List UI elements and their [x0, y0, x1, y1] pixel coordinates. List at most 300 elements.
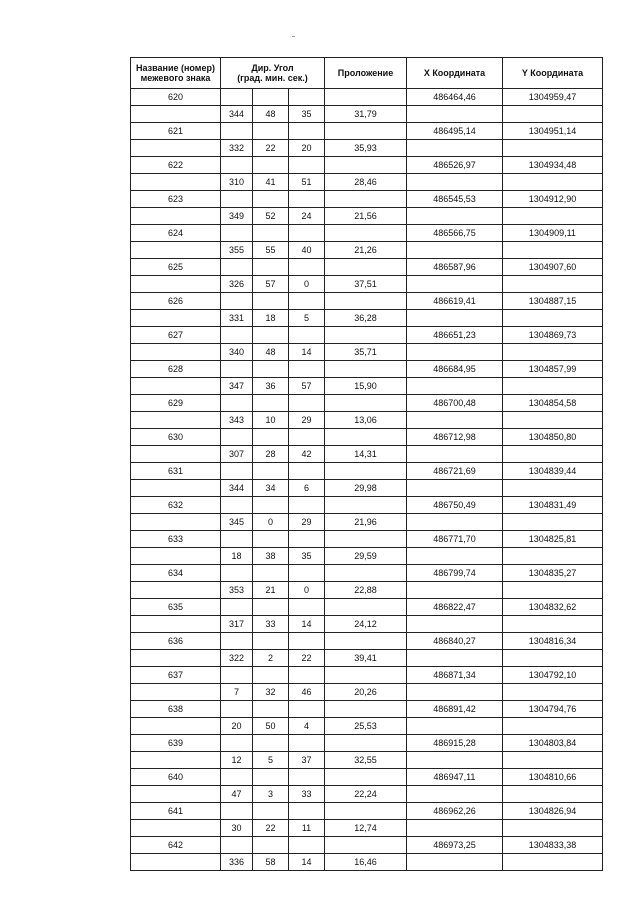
empty-cell	[407, 480, 503, 497]
angle-degrees: 344	[221, 480, 253, 497]
empty-cell	[221, 497, 253, 514]
empty-cell	[131, 174, 221, 191]
empty-cell	[325, 599, 407, 616]
empty-cell	[221, 225, 253, 242]
empty-cell	[131, 650, 221, 667]
x-coordinate: 486799,74	[407, 565, 503, 582]
segment-row	[131, 378, 603, 395]
empty-cell	[221, 837, 253, 854]
empty-cell	[503, 480, 603, 497]
empty-cell	[131, 412, 221, 429]
angle-degrees: 326	[221, 276, 253, 293]
empty-cell	[407, 718, 503, 735]
angle-minutes: 36	[253, 378, 289, 395]
angle-degrees: 355	[221, 242, 253, 259]
point-row	[131, 667, 603, 684]
angle-seconds: 22	[289, 650, 325, 667]
y-coordinate: 1304909,11	[503, 225, 603, 242]
empty-cell	[289, 531, 325, 548]
point-row	[131, 633, 603, 650]
empty-cell	[407, 310, 503, 327]
empty-cell	[253, 769, 289, 786]
empty-cell	[131, 378, 221, 395]
point-row	[131, 803, 603, 820]
empty-cell	[221, 191, 253, 208]
point-row	[131, 429, 603, 446]
empty-cell	[289, 123, 325, 140]
angle-degrees: 307	[221, 446, 253, 463]
point-row	[131, 599, 603, 616]
x-coordinate: 486947,11	[407, 769, 503, 786]
angle-seconds: 4	[289, 718, 325, 735]
empty-cell	[221, 667, 253, 684]
empty-cell	[407, 242, 503, 259]
header-angle-line2: (град. мин. сек.)	[237, 73, 308, 83]
empty-cell	[221, 89, 253, 106]
distance: 35,71	[325, 344, 407, 361]
segment-row	[131, 786, 603, 803]
segment-row	[131, 310, 603, 327]
distance: 21,96	[325, 514, 407, 531]
angle-degrees: 7	[221, 684, 253, 701]
empty-cell	[289, 429, 325, 446]
segment-row	[131, 582, 603, 599]
angle-seconds: 46	[289, 684, 325, 701]
empty-cell	[407, 854, 503, 871]
empty-cell	[407, 208, 503, 225]
empty-cell	[325, 395, 407, 412]
empty-cell	[407, 344, 503, 361]
empty-cell	[503, 752, 603, 769]
distance: 36,28	[325, 310, 407, 327]
x-coordinate: 486891,42	[407, 701, 503, 718]
empty-cell	[131, 820, 221, 837]
segment-row	[131, 242, 603, 259]
empty-cell	[253, 361, 289, 378]
y-coordinate: 1304803,84	[503, 735, 603, 752]
empty-cell	[253, 89, 289, 106]
x-coordinate: 486545,53	[407, 191, 503, 208]
angle-seconds: 37	[289, 752, 325, 769]
x-coordinate: 486871,34	[407, 667, 503, 684]
y-coordinate: 1304887,15	[503, 293, 603, 310]
segment-row	[131, 140, 603, 157]
empty-cell	[131, 140, 221, 157]
distance: 16,46	[325, 854, 407, 871]
point-name: 641	[131, 803, 221, 820]
point-row	[131, 157, 603, 174]
x-coordinate: 486526,97	[407, 157, 503, 174]
segment-row	[131, 276, 603, 293]
table-header-row	[131, 58, 603, 89]
empty-cell	[503, 208, 603, 225]
empty-cell	[407, 514, 503, 531]
empty-cell	[407, 582, 503, 599]
segment-row	[131, 174, 603, 191]
empty-cell	[289, 259, 325, 276]
empty-cell	[221, 769, 253, 786]
empty-cell	[289, 497, 325, 514]
angle-seconds: 51	[289, 174, 325, 191]
empty-cell	[407, 820, 503, 837]
y-coordinate: 1304833,38	[503, 837, 603, 854]
segment-row	[131, 480, 603, 497]
point-name: 638	[131, 701, 221, 718]
empty-cell	[289, 89, 325, 106]
distance: 21,56	[325, 208, 407, 225]
distance: 24,12	[325, 616, 407, 633]
angle-minutes: 34	[253, 480, 289, 497]
y-coordinate: 1304959,47	[503, 89, 603, 106]
empty-cell	[221, 633, 253, 650]
point-row	[131, 89, 603, 106]
empty-cell	[221, 293, 253, 310]
point-row	[131, 123, 603, 140]
empty-cell	[407, 786, 503, 803]
y-coordinate: 1304869,73	[503, 327, 603, 344]
angle-degrees: 340	[221, 344, 253, 361]
empty-cell	[503, 582, 603, 599]
angle-minutes: 0	[253, 514, 289, 531]
empty-cell	[289, 701, 325, 718]
empty-cell	[131, 310, 221, 327]
empty-cell	[221, 361, 253, 378]
empty-cell	[253, 225, 289, 242]
empty-cell	[503, 820, 603, 837]
y-coordinate: 1304951,14	[503, 123, 603, 140]
empty-cell	[131, 446, 221, 463]
empty-cell	[253, 701, 289, 718]
empty-cell	[221, 803, 253, 820]
angle-seconds: 33	[289, 786, 325, 803]
empty-cell	[325, 327, 407, 344]
point-name: 630	[131, 429, 221, 446]
segment-row	[131, 752, 603, 769]
empty-cell	[221, 429, 253, 446]
empty-cell	[503, 174, 603, 191]
point-name: 626	[131, 293, 221, 310]
angle-seconds: 11	[289, 820, 325, 837]
empty-cell	[289, 633, 325, 650]
point-row	[131, 701, 603, 718]
empty-cell	[325, 803, 407, 820]
empty-cell	[407, 276, 503, 293]
x-coordinate: 486915,28	[407, 735, 503, 752]
empty-cell	[407, 174, 503, 191]
distance: 32,55	[325, 752, 407, 769]
segment-row	[131, 208, 603, 225]
angle-minutes: 38	[253, 548, 289, 565]
point-name: 627	[131, 327, 221, 344]
y-coordinate: 1304792,10	[503, 667, 603, 684]
empty-cell	[325, 769, 407, 786]
angle-degrees: 345	[221, 514, 253, 531]
point-row	[131, 769, 603, 786]
y-coordinate: 1304934,48	[503, 157, 603, 174]
empty-cell	[253, 837, 289, 854]
angle-seconds: 14	[289, 616, 325, 633]
angle-degrees: 18	[221, 548, 253, 565]
empty-cell	[131, 480, 221, 497]
empty-cell	[325, 497, 407, 514]
empty-cell	[253, 327, 289, 344]
empty-cell	[253, 599, 289, 616]
angle-seconds: 0	[289, 582, 325, 599]
angle-degrees: 349	[221, 208, 253, 225]
empty-cell	[325, 463, 407, 480]
angle-degrees: 47	[221, 786, 253, 803]
point-name: 621	[131, 123, 221, 140]
x-coordinate: 486495,14	[407, 123, 503, 140]
point-name: 629	[131, 395, 221, 412]
empty-cell	[221, 701, 253, 718]
x-coordinate: 486651,23	[407, 327, 503, 344]
point-name: 623	[131, 191, 221, 208]
distance: 39,41	[325, 650, 407, 667]
angle-minutes: 22	[253, 820, 289, 837]
empty-cell	[131, 514, 221, 531]
point-name: 620	[131, 89, 221, 106]
empty-cell	[131, 616, 221, 633]
empty-cell	[325, 225, 407, 242]
empty-cell	[131, 854, 221, 871]
empty-cell	[503, 718, 603, 735]
angle-seconds: 42	[289, 446, 325, 463]
empty-cell	[289, 293, 325, 310]
distance: 15,90	[325, 378, 407, 395]
angle-degrees: 332	[221, 140, 253, 157]
empty-cell	[221, 565, 253, 582]
header-y-coordinate: Y Координата	[503, 58, 603, 89]
angle-minutes: 52	[253, 208, 289, 225]
empty-cell	[289, 361, 325, 378]
empty-cell	[407, 106, 503, 123]
point-row	[131, 327, 603, 344]
empty-cell	[503, 650, 603, 667]
segment-row	[131, 344, 603, 361]
angle-degrees: 20	[221, 718, 253, 735]
empty-cell	[221, 157, 253, 174]
empty-cell	[503, 412, 603, 429]
angle-seconds: 29	[289, 412, 325, 429]
angle-seconds: 35	[289, 548, 325, 565]
x-coordinate: 486962,26	[407, 803, 503, 820]
x-coordinate: 486973,25	[407, 837, 503, 854]
y-coordinate: 1304832,62	[503, 599, 603, 616]
empty-cell	[289, 803, 325, 820]
point-name: 636	[131, 633, 221, 650]
angle-minutes: 41	[253, 174, 289, 191]
empty-cell	[503, 684, 603, 701]
empty-cell	[325, 667, 407, 684]
empty-cell	[221, 599, 253, 616]
point-name: 642	[131, 837, 221, 854]
point-row	[131, 565, 603, 582]
segment-row	[131, 514, 603, 531]
empty-cell	[503, 140, 603, 157]
segment-row	[131, 548, 603, 565]
empty-cell	[325, 837, 407, 854]
segment-row	[131, 412, 603, 429]
empty-cell	[289, 327, 325, 344]
empty-cell	[289, 769, 325, 786]
y-coordinate: 1304831,49	[503, 497, 603, 514]
segment-row	[131, 650, 603, 667]
empty-cell	[325, 157, 407, 174]
empty-cell	[325, 191, 407, 208]
distance: 25,53	[325, 718, 407, 735]
angle-minutes: 28	[253, 446, 289, 463]
empty-cell	[407, 752, 503, 769]
point-name: 635	[131, 599, 221, 616]
y-coordinate: 1304912,90	[503, 191, 603, 208]
empty-cell	[131, 106, 221, 123]
empty-cell	[407, 684, 503, 701]
empty-cell	[407, 548, 503, 565]
empty-cell	[253, 803, 289, 820]
y-coordinate: 1304794,76	[503, 701, 603, 718]
distance: 12,74	[325, 820, 407, 837]
empty-cell	[253, 293, 289, 310]
angle-minutes: 21	[253, 582, 289, 599]
boundary-coordinates-table	[130, 57, 603, 871]
angle-seconds: 20	[289, 140, 325, 157]
empty-cell	[325, 89, 407, 106]
distance: 29,59	[325, 548, 407, 565]
distance: 22,24	[325, 786, 407, 803]
angle-seconds: 6	[289, 480, 325, 497]
point-name: 637	[131, 667, 221, 684]
angle-minutes: 58	[253, 854, 289, 871]
angle-minutes: 2	[253, 650, 289, 667]
empty-cell	[503, 514, 603, 531]
empty-cell	[221, 463, 253, 480]
empty-cell	[253, 259, 289, 276]
angle-seconds: 14	[289, 854, 325, 871]
empty-cell	[221, 735, 253, 752]
segment-row	[131, 854, 603, 871]
angle-degrees: 30	[221, 820, 253, 837]
empty-cell	[289, 225, 325, 242]
angle-degrees: 322	[221, 650, 253, 667]
empty-cell	[221, 327, 253, 344]
angle-seconds: 0	[289, 276, 325, 293]
empty-cell	[407, 446, 503, 463]
y-coordinate: 1304826,94	[503, 803, 603, 820]
distance: 28,46	[325, 174, 407, 191]
empty-cell	[325, 735, 407, 752]
segment-row	[131, 820, 603, 837]
angle-degrees: 12	[221, 752, 253, 769]
x-coordinate: 486750,49	[407, 497, 503, 514]
empty-cell	[131, 582, 221, 599]
empty-cell	[503, 548, 603, 565]
empty-cell	[253, 157, 289, 174]
empty-cell	[221, 123, 253, 140]
angle-minutes: 50	[253, 718, 289, 735]
angle-degrees: 343	[221, 412, 253, 429]
point-row	[131, 225, 603, 242]
x-coordinate: 486822,47	[407, 599, 503, 616]
empty-cell	[253, 633, 289, 650]
y-coordinate: 1304810,66	[503, 769, 603, 786]
angle-minutes: 10	[253, 412, 289, 429]
x-coordinate: 486712,98	[407, 429, 503, 446]
angle-degrees: 353	[221, 582, 253, 599]
x-coordinate: 486587,96	[407, 259, 503, 276]
empty-cell	[253, 497, 289, 514]
point-name: 622	[131, 157, 221, 174]
distance: 20,26	[325, 684, 407, 701]
point-name: 625	[131, 259, 221, 276]
angle-minutes: 32	[253, 684, 289, 701]
empty-cell	[325, 429, 407, 446]
point-row	[131, 395, 603, 412]
empty-cell	[289, 735, 325, 752]
empty-cell	[503, 616, 603, 633]
y-coordinate: 1304857,99	[503, 361, 603, 378]
empty-cell	[325, 259, 407, 276]
point-name: 639	[131, 735, 221, 752]
point-row	[131, 463, 603, 480]
empty-cell	[503, 344, 603, 361]
point-name: 634	[131, 565, 221, 582]
angle-seconds: 24	[289, 208, 325, 225]
empty-cell	[253, 191, 289, 208]
header-angle-line1: Дир. Угол	[251, 63, 294, 73]
empty-cell	[289, 157, 325, 174]
point-row	[131, 497, 603, 514]
y-coordinate: 1304816,34	[503, 633, 603, 650]
distance: 21,26	[325, 242, 407, 259]
point-name: 624	[131, 225, 221, 242]
point-name: 632	[131, 497, 221, 514]
y-coordinate: 1304907,60	[503, 259, 603, 276]
x-coordinate: 486684,95	[407, 361, 503, 378]
empty-cell	[503, 242, 603, 259]
segment-row	[131, 616, 603, 633]
empty-cell	[325, 361, 407, 378]
angle-degrees: 310	[221, 174, 253, 191]
empty-cell	[253, 463, 289, 480]
angle-minutes: 48	[253, 106, 289, 123]
angle-minutes: 3	[253, 786, 289, 803]
y-coordinate: 1304825,81	[503, 531, 603, 548]
angle-degrees: 317	[221, 616, 253, 633]
header-point-name-line1: Название (номер)	[136, 63, 215, 73]
angle-minutes: 33	[253, 616, 289, 633]
empty-cell	[131, 718, 221, 735]
empty-cell	[407, 616, 503, 633]
x-coordinate: 486464,46	[407, 89, 503, 106]
angle-seconds: 35	[289, 106, 325, 123]
empty-cell	[221, 531, 253, 548]
empty-cell	[289, 599, 325, 616]
angle-minutes: 57	[253, 276, 289, 293]
header-point-name	[131, 58, 221, 89]
empty-cell	[131, 684, 221, 701]
x-coordinate: 486619,41	[407, 293, 503, 310]
y-coordinate: 1304850,80	[503, 429, 603, 446]
angle-seconds: 14	[289, 344, 325, 361]
y-coordinate: 1304835,27	[503, 565, 603, 582]
empty-cell	[289, 463, 325, 480]
scan-mark	[292, 36, 295, 37]
empty-cell	[131, 208, 221, 225]
y-coordinate: 1304839,44	[503, 463, 603, 480]
empty-cell	[221, 395, 253, 412]
empty-cell	[131, 276, 221, 293]
